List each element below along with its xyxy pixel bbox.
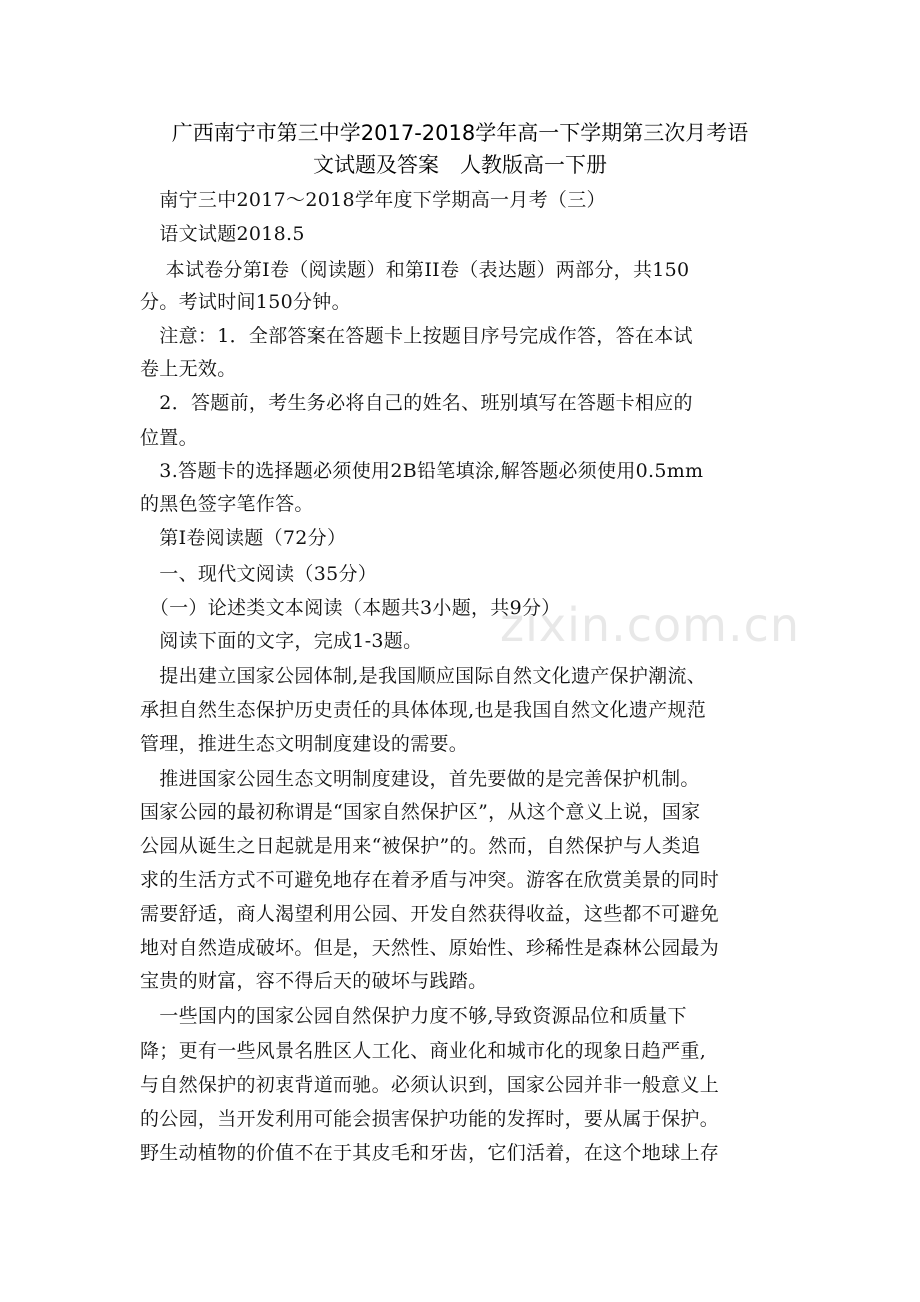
text-line: 野生动植物的价值不在于其皮毛和牙齿，它们活着，在这个地球上存 xyxy=(140,1142,720,1164)
text-line: 南宁三中2017～2018学年度下学期高一月考（三） xyxy=(140,189,606,211)
section-heading: 一、现代文阅读（35分） xyxy=(140,563,378,585)
text-line: 管理，推进生态文明制度建设的需要。 xyxy=(140,733,469,755)
text-line: 宝贵的财富，容不得后天的破坏与践踏。 xyxy=(140,970,488,992)
text-line: 降；更有一些风景名胜区人工化、商业化和城市化的现象日趋严重, xyxy=(140,1040,707,1062)
text-line: 注意：1．全部答案在答题卡上按题目序号完成作答，答在本试 xyxy=(140,325,693,347)
text-line: 卷上无效。 xyxy=(140,358,237,380)
subsection-heading: （一）论述类文本阅读（本题共3小题，共9分） xyxy=(140,597,561,619)
text-line: 的公园，当开发利用可能会损害保护功能的发挥时，要从属于保护。 xyxy=(140,1108,720,1130)
text-line: 本试卷分第Ⅰ卷（阅读题）和第II卷（表达题）两部分，共150 xyxy=(140,259,690,281)
watermark: zixin.com.cn xyxy=(500,598,801,652)
text-line: 的黑色签字笔作答。 xyxy=(140,493,314,515)
text-line: 承担自然生态保护历史责任的具体体现,也是我国自然文化遗产规范 xyxy=(140,699,707,721)
text-line: 地对自然造成破坏。但是，天然性、原始性、珍稀性是森林公园最为 xyxy=(140,937,720,959)
text-line: 3.答题卡的选择题必须使用2B铅笔填涂,解答题必须使用0.5mm xyxy=(140,460,704,482)
text-line: 提出建立国家公园体制,是我国顺应国际自然文化遗产保护潮流、 xyxy=(140,665,707,687)
document-title-line-2: 文试题及答案 人教版高一下册 xyxy=(313,153,607,177)
document-title-line-1: 广西南宁市第三中学2017-2018学年高一下学期第三次月考语 xyxy=(171,121,749,145)
text-line: 公园从诞生之日起就是用来“被保护”的。然而，自然保护与人类追 xyxy=(140,835,701,857)
text-line: 2．答题前，考生务必将自己的姓名、班别填写在答题卡相应的 xyxy=(140,392,693,414)
text-line: 推进国家公园生态文明制度建设，首先要做的是完善保护机制。 xyxy=(140,768,700,790)
text-line: 国家公园的最初称谓是“国家自然保护区”，从这个意义上说，国家 xyxy=(140,801,701,823)
text-line: 位置。 xyxy=(140,427,198,449)
text-line: 语文试题2018.5 xyxy=(140,223,305,245)
section-heading: 第Ⅰ卷阅读题（72分） xyxy=(140,527,347,549)
text-line: 与自然保护的初衷背道而驰。必须认识到，国家公园并非一般意义上 xyxy=(140,1074,720,1096)
text-line: 一些国内的国家公园自然保护力度不够,导致资源品位和质量下 xyxy=(140,1005,687,1027)
text-line: 阅读下面的文字，完成1-3题。 xyxy=(140,630,423,652)
text-line: 分。考试时间150分钟。 xyxy=(140,291,351,313)
text-line: 求的生活方式不可避免地存在着矛盾与冲突。游客在欣赏美景的同时 xyxy=(140,869,720,891)
text-line: 需要舒适，商人渴望利用公园、开发自然获得收益，这些都不可避免 xyxy=(140,903,720,925)
